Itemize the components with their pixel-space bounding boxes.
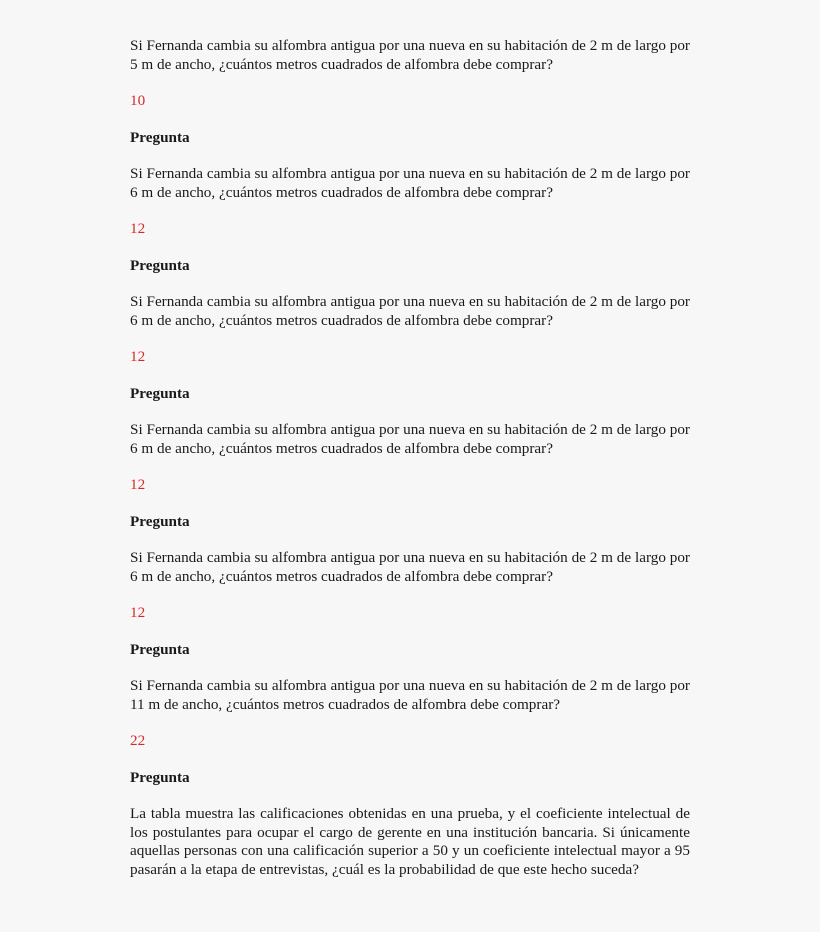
question-label: Pregunta (130, 385, 190, 402)
question-text: Si Fernanda cambia su alfombra antigua por una nueva en su habitación de 2 m de largo por 6 m de ancho, ¿cuántos metros cuadrados de alfombra debe comprar? (130, 293, 690, 329)
question-block-5 (130, 549, 690, 677)
answer-value: 22 (130, 732, 146, 749)
answer-value: 12 (130, 348, 146, 365)
question-block-3 (130, 293, 690, 421)
answer-value: 12 (130, 220, 146, 237)
answer-value: 12 (130, 476, 146, 493)
question-label: Pregunta (130, 641, 190, 658)
question-label: Pregunta (130, 769, 190, 786)
document-content (130, 37, 690, 878)
answer-value: 12 (130, 604, 146, 621)
question-block-2 (130, 165, 690, 293)
final-question-text: La tabla muestra las calificaciones obtenidas en una prueba, y el coeficiente intelectual de los postulantes para ocupar el cargo de gerente en una institución bancaria. Si únicamente aquellas personas con una calificación superior a 50 y un coeficiente intelectual mayor a 95 pasarán a la etapa de entrevistas, ¿cuál es la probabilidad de que este hecho suceda? (130, 805, 690, 878)
question-text: Si Fernanda cambia su alfombra antigua por una nueva en su habitación de 2 m de largo por 11 m de ancho, ¿cuántos metros cuadrados de alfombra debe comprar? (130, 677, 690, 713)
question-text: Si Fernanda cambia su alfombra antigua por una nueva en su habitación de 2 m de largo por 6 m de ancho, ¿cuántos metros cuadrados de alfombra debe comprar? (130, 549, 690, 585)
question-text: Si Fernanda cambia su alfombra antigua por una nueva en su habitación de 2 m de largo por 6 m de ancho, ¿cuántos metros cuadrados de alfombra debe comprar? (130, 165, 690, 201)
question-text: Si Fernanda cambia su alfombra antigua por una nueva en su habitación de 2 m de largo por 6 m de ancho, ¿cuántos metros cuadrados de alfombra debe comprar? (130, 421, 690, 457)
question-block-6 (130, 677, 690, 805)
answer-value: 10 (130, 92, 146, 109)
question-text: Si Fernanda cambia su alfombra antigua por una nueva en su habitación de 2 m de largo por 5 m de ancho, ¿cuántos metros cuadrados de alfombra debe comprar? (130, 37, 690, 73)
question-label: Pregunta (130, 129, 190, 146)
question-label: Pregunta (130, 257, 190, 274)
question-block-1 (130, 37, 690, 165)
final-question-block (130, 805, 690, 879)
question-label: Pregunta (130, 513, 190, 530)
question-block-4 (130, 421, 690, 549)
